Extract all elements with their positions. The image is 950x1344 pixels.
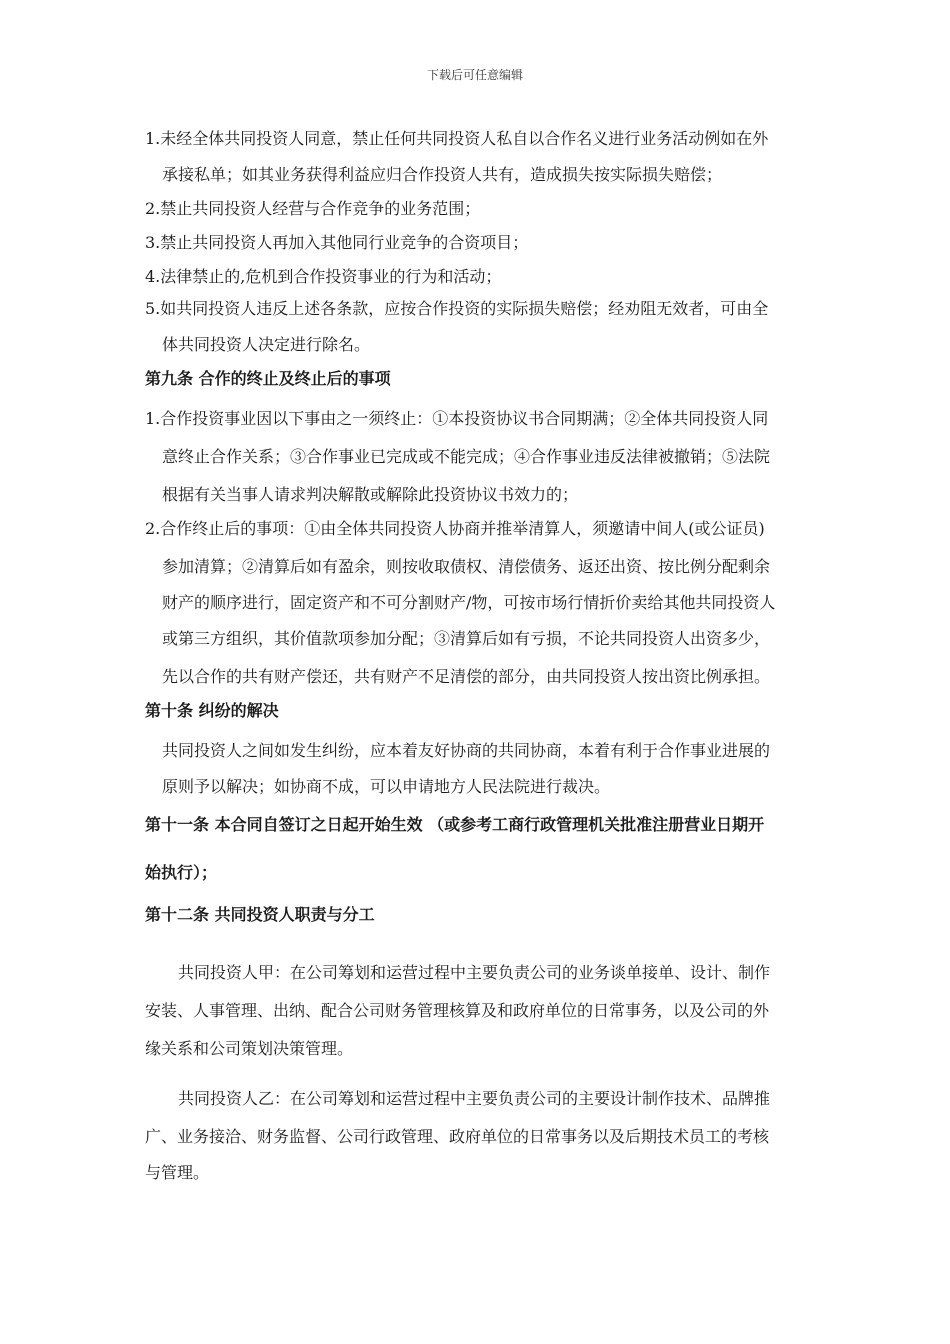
clause-11-heading-line-2: 始执行）；	[145, 863, 218, 882]
partner-b-duty-line-1: 共同投资人乙：在公司筹划和运营过程中主要负责公司的主要设计制作技术、品牌推	[178, 1089, 771, 1108]
clause-10-heading: 第十条 纠纷的解决	[145, 701, 279, 720]
clause-12-heading: 第十二条 共同投资人职责与分工	[145, 905, 375, 924]
partner-a-duty-line-3: 缘关系和公司策划决策管理。	[145, 1039, 354, 1058]
clause-8-item-2: 2.禁止共同投资人经营与合作竞争的业务范围；	[145, 199, 481, 218]
clause-10-body-line-2: 原则予以解决；如协商不成，可以申请地方人民法院进行裁决。	[162, 777, 611, 796]
clause-8-item-1-line-1: 1.未经全体共同投资人同意，禁止任何共同投资人私自以合作名义进行业务活动例如在外	[145, 129, 769, 148]
partner-a-duty-line-1: 共同投资人甲：在公司筹划和运营过程中主要负责公司的业务谈单接单、设计、制作	[178, 963, 771, 982]
clause-8-item-5-line-2: 体共同投资人决定进行除名。	[162, 335, 371, 354]
clause-9-heading: 第九条 合作的终止及终止后的事项	[145, 369, 391, 388]
clause-9-item-1-line-3: 根据有关当事人请求判决解散或解除此投资协议书效力的；	[162, 485, 579, 504]
clause-9-item-2-line-5: 先以合作的共有财产偿还，共有财产不足清偿的部分，由共同投资人按出资比例承担。	[162, 667, 771, 686]
clause-9-item-1-line-1: 1.合作投资事业因以下事由之一须终止：①本投资协议书合同期满；②全体共同投资人同	[145, 409, 769, 428]
partner-b-duty-line-2: 广、业务接洽、财务监督、公司行政管理、政府单位的日常事务以及后期技术员工的考核	[145, 1127, 770, 1146]
clause-9-item-2-line-1: 2.合作终止后的事项：①由全体共同投资人协商并推举清算人，须邀请中间人(或公证员)	[145, 519, 765, 538]
clause-8-item-4: 4.法律禁止的,危机到合作投资事业的行为和活动；	[145, 267, 502, 286]
clause-8-item-1-line-2: 承接私单；如其业务获得利益应归合作投资人共有，造成损失按实际损失赔偿；	[162, 165, 723, 184]
clause-10-body-line-1: 共同投资人之间如发生纠纷，应本着友好协商的共同协商，本着有利于合作事业进展的	[162, 741, 771, 760]
clause-11-heading-line-1: 第十一条 本合同自签订之日起开始生效 （或参考工商行政管理机关批准注册营业日期开	[145, 815, 765, 834]
clause-9-item-2-line-2: 参加清算；②清算后如有盈余，则按收取债权、清偿债务、返还出资、按比例分配剩余	[162, 557, 771, 576]
clause-9-item-1-line-2: 意终止合作关系；③合作事业已完成或不能完成；④合作事业违反法律被撤销；⑤法院	[162, 447, 771, 466]
page-header-note: 下载后可任意编辑	[426, 68, 523, 82]
clause-9-item-2-line-4: 或第三方组织，其价值款项参加分配；③清算后如有亏损，不论共同投资人出资多少，	[162, 629, 771, 648]
clause-9-item-2-line-3: 财产的顺序进行，固定资产和不可分割财产/物，可按市场行情折价卖给其他共同投资人	[162, 593, 776, 612]
clause-8-item-3: 3.禁止共同投资人再加入其他同行业竞争的合资项目；	[145, 233, 529, 252]
clause-8-item-5-line-1: 5.如共同投资人违反上述各条款，应按合作投资的实际损失赔偿；经劝阻无效者，可由全	[145, 299, 769, 318]
partner-b-duty-line-3: 与管理。	[145, 1163, 210, 1182]
partner-a-duty-line-2: 安装、人事管理、出纳、配合公司财务管理核算及和政府单位的日常事务，以及公司的外	[145, 1001, 770, 1020]
